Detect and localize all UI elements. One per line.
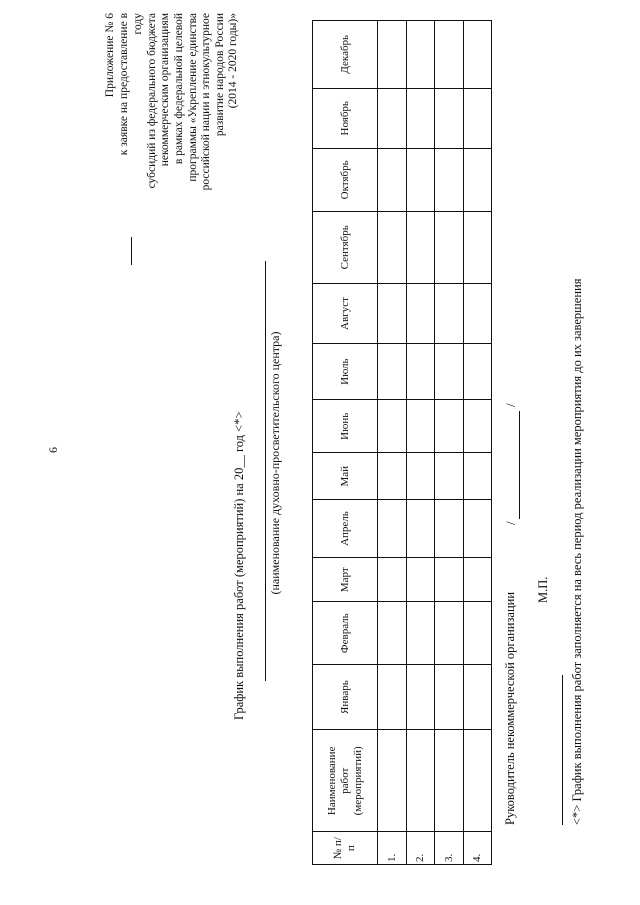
table-cell[interactable]	[378, 558, 407, 602]
table-cell[interactable]	[406, 500, 435, 558]
table-cell[interactable]	[435, 453, 464, 500]
column-header: Август	[313, 283, 378, 343]
appendix-line: субсидий из федерального бюджета	[145, 13, 158, 189]
appendix-line: развитие народов России	[213, 13, 226, 137]
column-header: № п/п	[313, 832, 378, 865]
column-header: Июнь	[313, 400, 378, 453]
appendix-line: российской нации и этнокультурное	[200, 13, 213, 191]
table-row	[435, 21, 464, 865]
signature-slash: /	[503, 403, 518, 407]
row-number: 4.	[463, 832, 492, 865]
table-header-row	[313, 21, 378, 865]
table-cell[interactable]	[435, 211, 464, 283]
table-cell[interactable]	[463, 344, 492, 400]
table-cell[interactable]	[378, 283, 407, 343]
table-cell[interactable]	[463, 148, 492, 211]
table-cell[interactable]	[406, 21, 435, 89]
page-number: 6	[46, 447, 60, 453]
table-cell[interactable]	[463, 730, 492, 832]
footnote-divider	[562, 675, 563, 825]
column-header: Апрель	[313, 500, 378, 558]
table-cell[interactable]	[463, 602, 492, 665]
table-cell[interactable]	[463, 500, 492, 558]
table-cell[interactable]	[406, 665, 435, 730]
table-cell[interactable]	[435, 400, 464, 453]
table-row	[406, 21, 435, 865]
signature-line[interactable]	[519, 411, 520, 519]
table-cell[interactable]	[435, 558, 464, 602]
column-header: Март	[313, 558, 378, 602]
table-cell[interactable]	[406, 558, 435, 602]
column-header: Февраль	[313, 602, 378, 665]
table-cell[interactable]	[378, 602, 407, 665]
appendix-line: некоммерческим организациям	[159, 13, 172, 167]
appendix-header	[104, 13, 241, 265]
table-cell[interactable]	[378, 211, 407, 283]
appendix-line: в рамках федеральной целевой	[172, 13, 185, 165]
column-header: Октябрь	[313, 148, 378, 211]
table-row	[378, 21, 407, 865]
column-header: Ноябрь	[313, 88, 378, 148]
table-cell[interactable]	[406, 453, 435, 500]
table-cell[interactable]	[406, 148, 435, 211]
table-cell[interactable]	[378, 21, 407, 89]
table-cell[interactable]	[435, 602, 464, 665]
table-cell[interactable]	[435, 665, 464, 730]
table-cell[interactable]	[435, 88, 464, 148]
table-cell[interactable]	[378, 400, 407, 453]
appendix-title: Приложение № 6	[104, 13, 116, 98]
table-cell[interactable]	[378, 148, 407, 211]
table-cell[interactable]	[406, 344, 435, 400]
signature-slash: /	[503, 521, 518, 525]
table-cell[interactable]	[463, 453, 492, 500]
table-cell[interactable]	[435, 283, 464, 343]
column-header: Июль	[313, 344, 378, 400]
signer-label: Руководитель некоммерческой организации	[503, 591, 517, 825]
center-name-line[interactable]	[265, 261, 266, 681]
table-cell[interactable]	[463, 558, 492, 602]
table-cell[interactable]	[463, 88, 492, 148]
row-number: 1.	[378, 832, 407, 865]
schedule-table	[312, 20, 492, 865]
table-cell[interactable]	[435, 500, 464, 558]
column-header: Май	[313, 453, 378, 500]
table-cell[interactable]	[406, 211, 435, 283]
table-cell[interactable]	[435, 148, 464, 211]
table-cell[interactable]	[406, 400, 435, 453]
schedule-title: График выполнения работ (мероприятий) на 20__ год <*>	[232, 411, 246, 720]
year-blank	[131, 237, 132, 265]
table-cell[interactable]	[378, 453, 407, 500]
column-header: Наименование работ (мероприятий)	[313, 730, 378, 832]
table-cell[interactable]	[406, 88, 435, 148]
table-cell[interactable]	[378, 344, 407, 400]
table-cell[interactable]	[435, 21, 464, 89]
appendix-line: к заявке на предоставление в году	[118, 13, 146, 265]
table-cell[interactable]	[378, 500, 407, 558]
table-cell[interactable]	[406, 283, 435, 343]
column-header: Январь	[313, 665, 378, 730]
footnote: <*> График выполнения работ заполняется на весь период реализации мероприятия до их завершения	[570, 278, 584, 825]
table-cell[interactable]	[378, 665, 407, 730]
table-cell[interactable]	[463, 665, 492, 730]
table-cell[interactable]	[463, 21, 492, 89]
table-cell[interactable]	[435, 730, 464, 832]
table-cell[interactable]	[463, 283, 492, 343]
table-cell[interactable]	[378, 730, 407, 832]
table-cell[interactable]	[406, 602, 435, 665]
table-cell[interactable]	[463, 211, 492, 283]
center-name-caption: (наименование духовно-просветительского центра)	[268, 331, 282, 595]
appendix-line: (2014 - 2020 годы)»	[227, 13, 240, 109]
table-cell[interactable]	[406, 730, 435, 832]
appendix-line: программы «Укрепление единства	[186, 13, 199, 182]
row-number: 3.	[435, 832, 464, 865]
row-number: 2.	[406, 832, 435, 865]
stamp-label: М.П.	[536, 576, 550, 603]
table-row	[463, 21, 492, 865]
column-header: Сентябрь	[313, 211, 378, 283]
table-cell[interactable]	[435, 344, 464, 400]
table-cell[interactable]	[463, 400, 492, 453]
column-header: Декабрь	[313, 21, 378, 89]
table-cell[interactable]	[378, 88, 407, 148]
